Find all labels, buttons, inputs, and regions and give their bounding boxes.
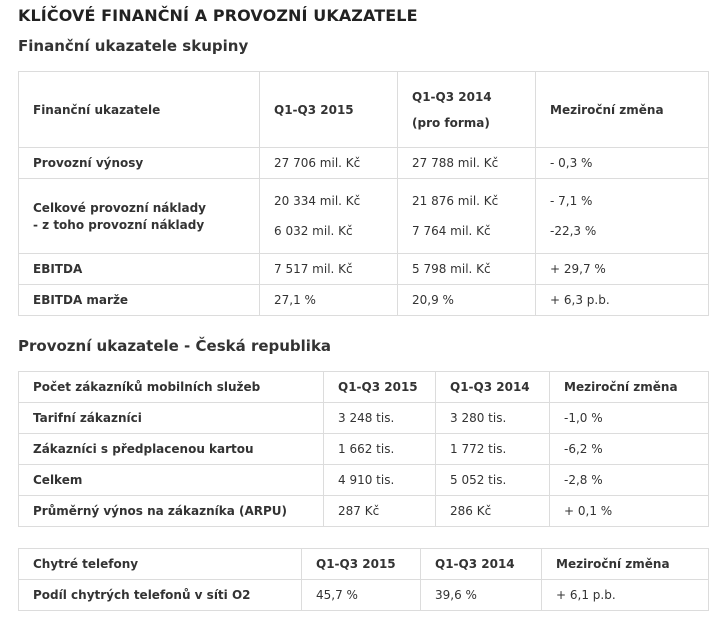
column-header: Q1-Q3 2015 — [302, 549, 421, 580]
table-row — [19, 148, 709, 179]
row-label: EBITDA — [19, 254, 260, 285]
cell-value: 3 280 tis. — [436, 403, 550, 434]
column-header: Meziroční změna — [542, 549, 709, 580]
column-header: Meziroční změna — [536, 72, 709, 148]
cell-value-line: 7 764 mil. Kč — [412, 224, 491, 238]
cell-value: 4 910 tis. — [324, 465, 436, 496]
section-heading-financial: Finanční ukazatele skupiny — [18, 37, 249, 55]
column-header-line: Q1-Q3 2014 — [412, 89, 492, 104]
row-label — [19, 179, 260, 254]
cell-value: + 0,1 % — [550, 496, 709, 527]
operational-table — [18, 371, 709, 527]
row-label: Průměrný výnos na zákazníka (ARPU) — [19, 496, 324, 527]
table-row — [19, 179, 709, 254]
cell-value: 45,7 % — [302, 580, 421, 611]
table-row — [19, 403, 709, 434]
table-row — [19, 285, 709, 316]
table-row — [19, 465, 709, 496]
cell-value: + 6,3 p.b. — [536, 285, 709, 316]
table-header-row — [19, 549, 709, 580]
cell-value: 5 798 mil. Kč — [398, 254, 536, 285]
cell-value: -1,0 % — [550, 403, 709, 434]
cell-value: 3 248 tis. — [324, 403, 436, 434]
cell-value: 1 772 tis. — [436, 434, 550, 465]
table-row — [19, 496, 709, 527]
cell-value: 27,1 % — [260, 285, 398, 316]
row-label: Podíl chytrých telefonů v síti O2 — [19, 580, 302, 611]
cell-value: + 6,1 p.b. — [542, 580, 709, 611]
cell-value: + 29,7 % — [536, 254, 709, 285]
table-row — [19, 434, 709, 465]
row-label: Zákazníci s předplacenou kartou — [19, 434, 324, 465]
cell-value-line: - 7,1 % — [550, 194, 593, 208]
cell-value: 5 052 tis. — [436, 465, 550, 496]
page-title: KLÍČOVÉ FINANČNÍ A PROVOZNÍ UKAZATELE — [18, 6, 418, 25]
cell-value-line: 21 876 mil. Kč — [412, 194, 499, 208]
cell-value: 27 706 mil. Kč — [260, 148, 398, 179]
smartphones-table — [18, 548, 709, 611]
row-label: EBITDA marže — [19, 285, 260, 316]
cell-value: 7 517 mil. Kč — [260, 254, 398, 285]
cell-value: 27 788 mil. Kč — [398, 148, 536, 179]
table-row — [19, 580, 709, 611]
cell-value: 1 662 tis. — [324, 434, 436, 465]
cell-value: -6,2 % — [550, 434, 709, 465]
cell-value: 39,6 % — [421, 580, 542, 611]
column-header: Finanční ukazatele — [19, 72, 260, 148]
cell-value-line: 6 032 mil. Kč — [274, 224, 353, 238]
cell-value-line: 20 334 mil. Kč — [274, 194, 361, 208]
row-label-line: - z toho provozní náklady — [33, 217, 205, 232]
column-header: Chytré telefony — [19, 549, 302, 580]
column-header: Q1-Q3 2015 — [260, 72, 398, 148]
column-header — [398, 72, 536, 148]
section-heading-operational: Provozní ukazatele - Česká republika — [18, 337, 332, 355]
cell-value: 287 Kč — [324, 496, 436, 527]
financial-table — [18, 71, 709, 316]
cell-value: - 0,3 % — [536, 148, 709, 179]
cell-value — [260, 179, 398, 254]
table-header-row — [19, 72, 709, 148]
row-label: Provozní výnosy — [19, 148, 260, 179]
cell-value — [398, 179, 536, 254]
column-header: Q1-Q3 2014 — [421, 549, 542, 580]
cell-value: 20,9 % — [398, 285, 536, 316]
column-header: Meziroční změna — [550, 372, 709, 403]
column-header-line: (pro forma) — [412, 115, 490, 130]
cell-value-line: -22,3 % — [550, 224, 597, 238]
cell-value: -2,8 % — [550, 465, 709, 496]
cell-value: 286 Kč — [436, 496, 550, 527]
column-header: Počet zákazníků mobilních služeb — [19, 372, 324, 403]
row-label: Celkem — [19, 465, 324, 496]
column-header: Q1-Q3 2015 — [324, 372, 436, 403]
row-label-line: Celkové provozní náklady — [33, 200, 206, 215]
cell-value — [536, 179, 709, 254]
table-header-row — [19, 372, 709, 403]
row-label: Tarifní zákazníci — [19, 403, 324, 434]
column-header: Q1-Q3 2014 — [436, 372, 550, 403]
table-row — [19, 254, 709, 285]
